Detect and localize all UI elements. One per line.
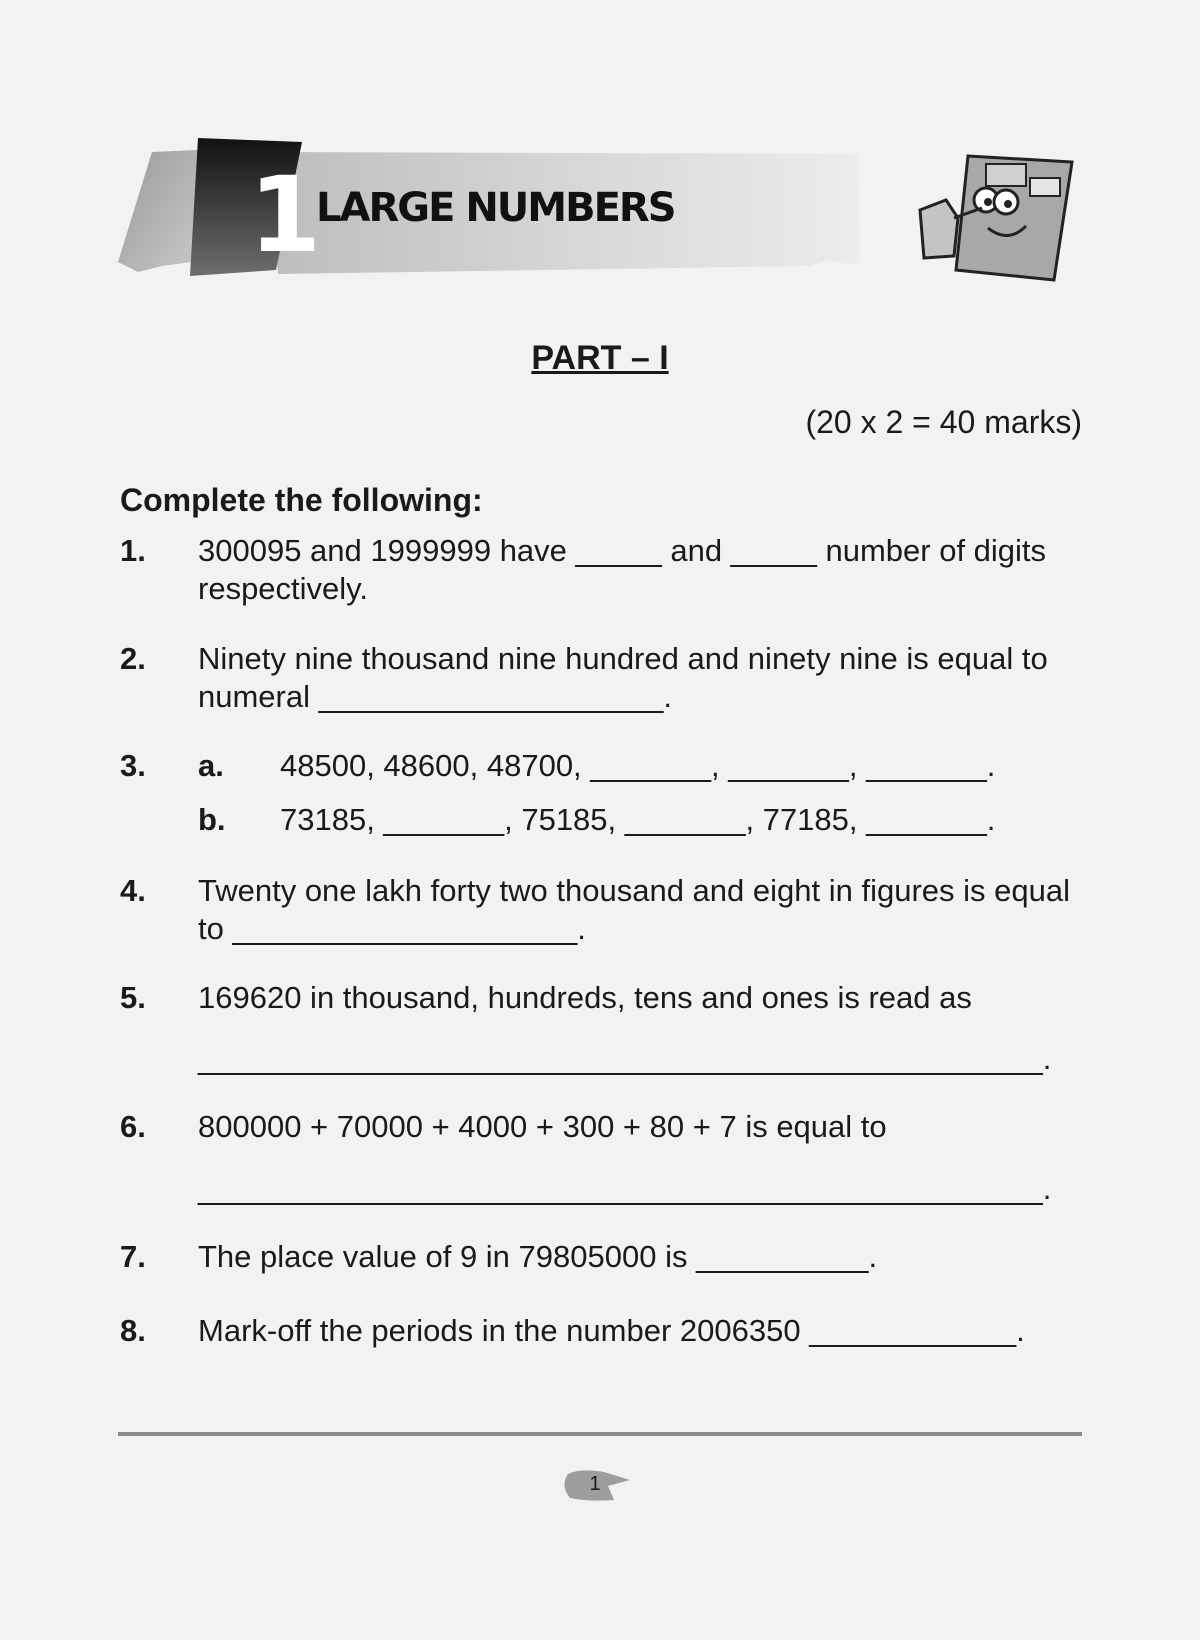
question-number: 1.: [120, 533, 146, 568]
question-text: 300095 and 1999999 have _____ and _____ number of digits respectively.: [198, 533, 1047, 606]
question-text: The place value of 9 in 79805000 is __________.: [198, 1239, 878, 1274]
question-text: 800000 + 70000 + 4000 + 300 + 80 + 7 is equal to: [198, 1109, 887, 1144]
question-6-answer-line: _________________________________________________.: [198, 1171, 1052, 1206]
question-5-answer-line: _________________________________________________.: [198, 1041, 1052, 1076]
marks-allocation: (20 x 2 = 40 marks): [805, 404, 1082, 440]
question-number: 4.: [120, 873, 146, 908]
mascot-illustration: [898, 148, 1084, 288]
question-text: Mark-off the periods in the number 2006350 ____________.: [198, 1313, 1025, 1348]
question-text: 169620 in thousand, hundreds, tens and ones is read as: [198, 980, 972, 1015]
question-number: 2.: [120, 641, 146, 676]
subquestion-text: 73185, _______, 75185, _______, 77185, _______.: [280, 802, 996, 837]
question-number: 7.: [120, 1239, 146, 1274]
chapter-banner: [118, 138, 898, 298]
subquestion-letter: a.: [198, 748, 224, 783]
question-number: 3.: [120, 748, 146, 783]
footer-divider: [118, 1432, 1082, 1436]
page-number: 1: [589, 1473, 601, 1495]
question-text: Twenty one lakh forty two thousand and eight in figures is equal to ____________________.: [198, 873, 1070, 946]
chapter-number: 1: [248, 154, 322, 276]
instruction-heading: Complete the following:: [120, 482, 483, 518]
part-title: PART – I: [531, 339, 669, 377]
subquestion-text: 48500, 48600, 48700, _______, _______, _______.: [280, 748, 996, 783]
chapter-title: LARGE NUMBERS: [316, 185, 675, 231]
question-number: 8.: [120, 1313, 146, 1348]
question-text: Ninety nine thousand nine hundred and ninety nine is equal to numeral ____________________.: [198, 641, 1048, 714]
question-number: 5.: [120, 980, 146, 1015]
subquestion-letter: b.: [198, 802, 226, 837]
question-number: 6.: [120, 1109, 146, 1144]
